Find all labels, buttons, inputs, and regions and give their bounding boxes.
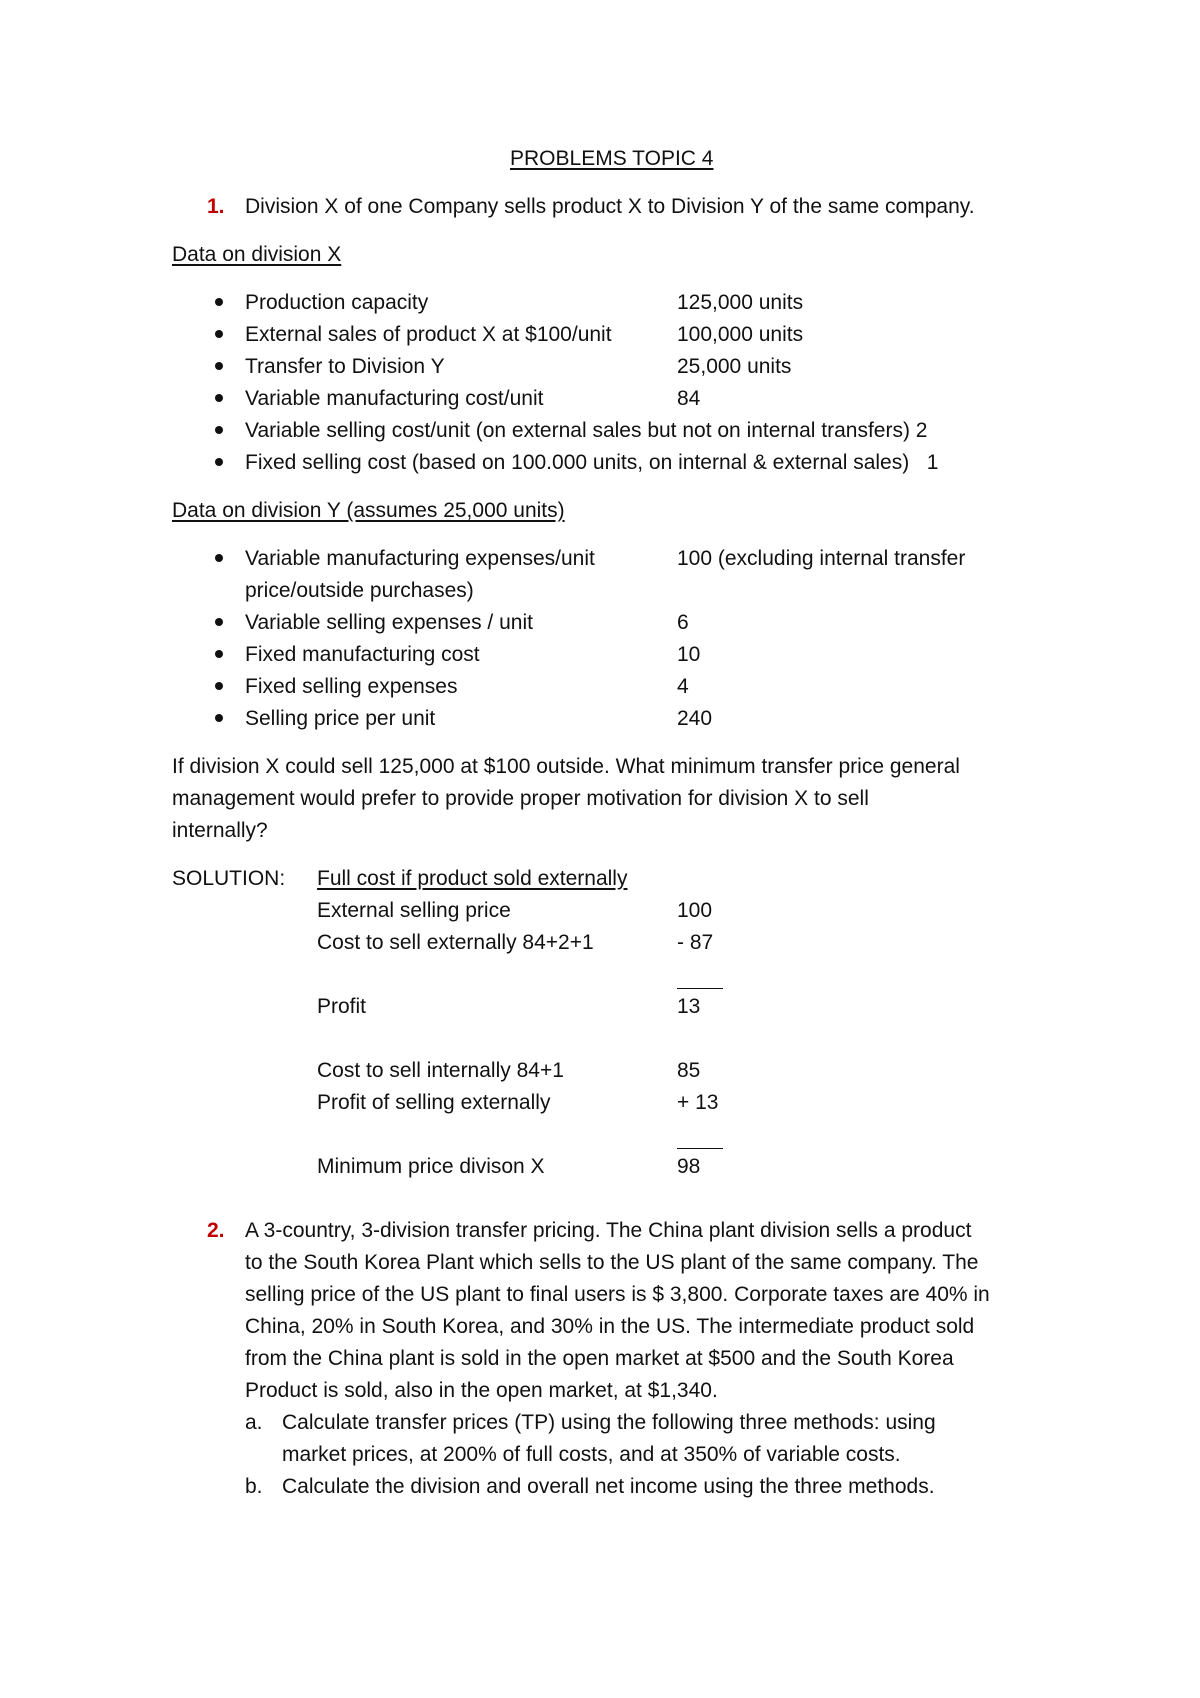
solution-label: SOLUTION: — [172, 867, 286, 890]
solution-row-value: 85 — [677, 1059, 701, 1082]
division-x-item-label: Fixed selling cost (based on 100.000 units, on internal & external sales) 1 — [245, 451, 939, 474]
subitem-line: Calculate transfer prices (TP) using the following three methods: using — [282, 1411, 936, 1434]
division-x-item-label: External sales of product X at $100/unit — [245, 323, 612, 346]
division-y-item-label: Fixed manufacturing cost — [245, 643, 480, 666]
subitem-line: Calculate the division and overall net income using the three methods. — [282, 1475, 935, 1498]
problem-2-line: Product is sold, also in the open market, at $1,340. — [245, 1379, 718, 1402]
question-line: If division X could sell 125,000 at $100 outside. What minimum transfer price general — [172, 755, 960, 778]
division-y-item-continuation: price/outside purchases) — [245, 579, 474, 602]
division-x-item-value: 125,000 units — [677, 291, 804, 314]
subitem-line: market prices, at 200% of full costs, and at 350% of variable costs. — [282, 1443, 901, 1466]
division-y-item-label: Selling price per unit — [245, 707, 436, 730]
sum-rule — [677, 988, 723, 989]
division-y-item-value: 10 — [677, 643, 701, 666]
problem-2-line: A 3-country, 3-division transfer pricing. The China plant division sells a product — [245, 1219, 972, 1242]
division-x-item-value: 84 — [677, 387, 701, 410]
problem-2-line: China, 20% in South Korea, and 30% in the US. The intermediate product sold — [245, 1315, 975, 1338]
bullet-icon — [215, 618, 223, 626]
solution-row-value: 98 — [677, 1155, 701, 1178]
division-y-item-value: 6 — [677, 611, 689, 634]
solution-row-label: Profit — [317, 995, 367, 1018]
sum-rule — [677, 1148, 723, 1149]
solution-row-value: + 13 — [677, 1091, 719, 1114]
division-y-item-label: Fixed selling expenses — [245, 675, 458, 698]
bullet-icon — [215, 330, 223, 338]
problem-1-number: 1. — [207, 195, 225, 218]
problem-2-number: 2. — [207, 1219, 225, 1242]
solution-heading: Full cost if product sold externally — [317, 867, 628, 890]
division-y-item-value: 4 — [677, 675, 689, 698]
bullet-icon — [215, 458, 223, 466]
problem-2-line: selling price of the US plant to final users is $ 3,800. Corporate taxes are 40% in — [245, 1283, 990, 1306]
division-y-item-label: Variable selling expenses / unit — [245, 611, 533, 634]
bullet-icon — [215, 394, 223, 402]
subitem-letter: a. — [245, 1411, 263, 1434]
bullet-icon — [215, 650, 223, 658]
page-title: PROBLEMS TOPIC 4 — [510, 147, 714, 170]
subitem-letter: b. — [245, 1475, 263, 1498]
solution-row-label: Minimum price divison X — [317, 1155, 545, 1178]
division-x-item-value: 100,000 units — [677, 323, 804, 346]
bullet-icon — [215, 362, 223, 370]
bullet-icon — [215, 426, 223, 434]
division-x-heading: Data on division X — [172, 243, 342, 266]
problem-2-line: to the South Korea Plant which sells to the US plant of the same company. The — [245, 1251, 979, 1274]
division-y-item-value: 240 — [677, 707, 713, 730]
bullet-icon — [215, 554, 223, 562]
solution-row-value: - 87 — [677, 931, 714, 954]
division-y-item-label: Variable manufacturing expenses/unit — [245, 547, 595, 570]
division-y-heading: Data on division Y (assumes 25,000 units) — [172, 499, 565, 522]
division-x-item-label: Variable manufacturing cost/unit — [245, 387, 544, 410]
solution-row-label: Cost to sell internally 84+1 — [317, 1059, 564, 1082]
solution-row-label: Cost to sell externally 84+2+1 — [317, 931, 594, 954]
solution-row-value: 13 — [677, 995, 701, 1018]
bullet-icon — [215, 714, 223, 722]
division-y-item-value: 100 (excluding internal transfer — [677, 547, 966, 570]
bullet-icon — [215, 682, 223, 690]
problem-1-statement: Division X of one Company sells product X to Division Y of the same company. — [245, 195, 975, 218]
question-line: internally? — [172, 819, 268, 842]
division-x-item-label: Variable selling cost/unit (on external sales but not on internal transfers) 2 — [245, 419, 928, 442]
solution-row-label: External selling price — [317, 899, 511, 922]
problem-2-line: from the China plant is sold in the open market at $500 and the South Korea — [245, 1347, 954, 1370]
division-x-item-label: Production capacity — [245, 291, 429, 314]
bullet-icon — [215, 298, 223, 306]
division-x-item-label: Transfer to Division Y — [245, 355, 445, 378]
question-line: management would prefer to provide proper motivation for division X to sell — [172, 787, 869, 810]
solution-row-value: 100 — [677, 899, 713, 922]
solution-row-label: Profit of selling externally — [317, 1091, 551, 1114]
division-x-item-value: 25,000 units — [677, 355, 792, 378]
